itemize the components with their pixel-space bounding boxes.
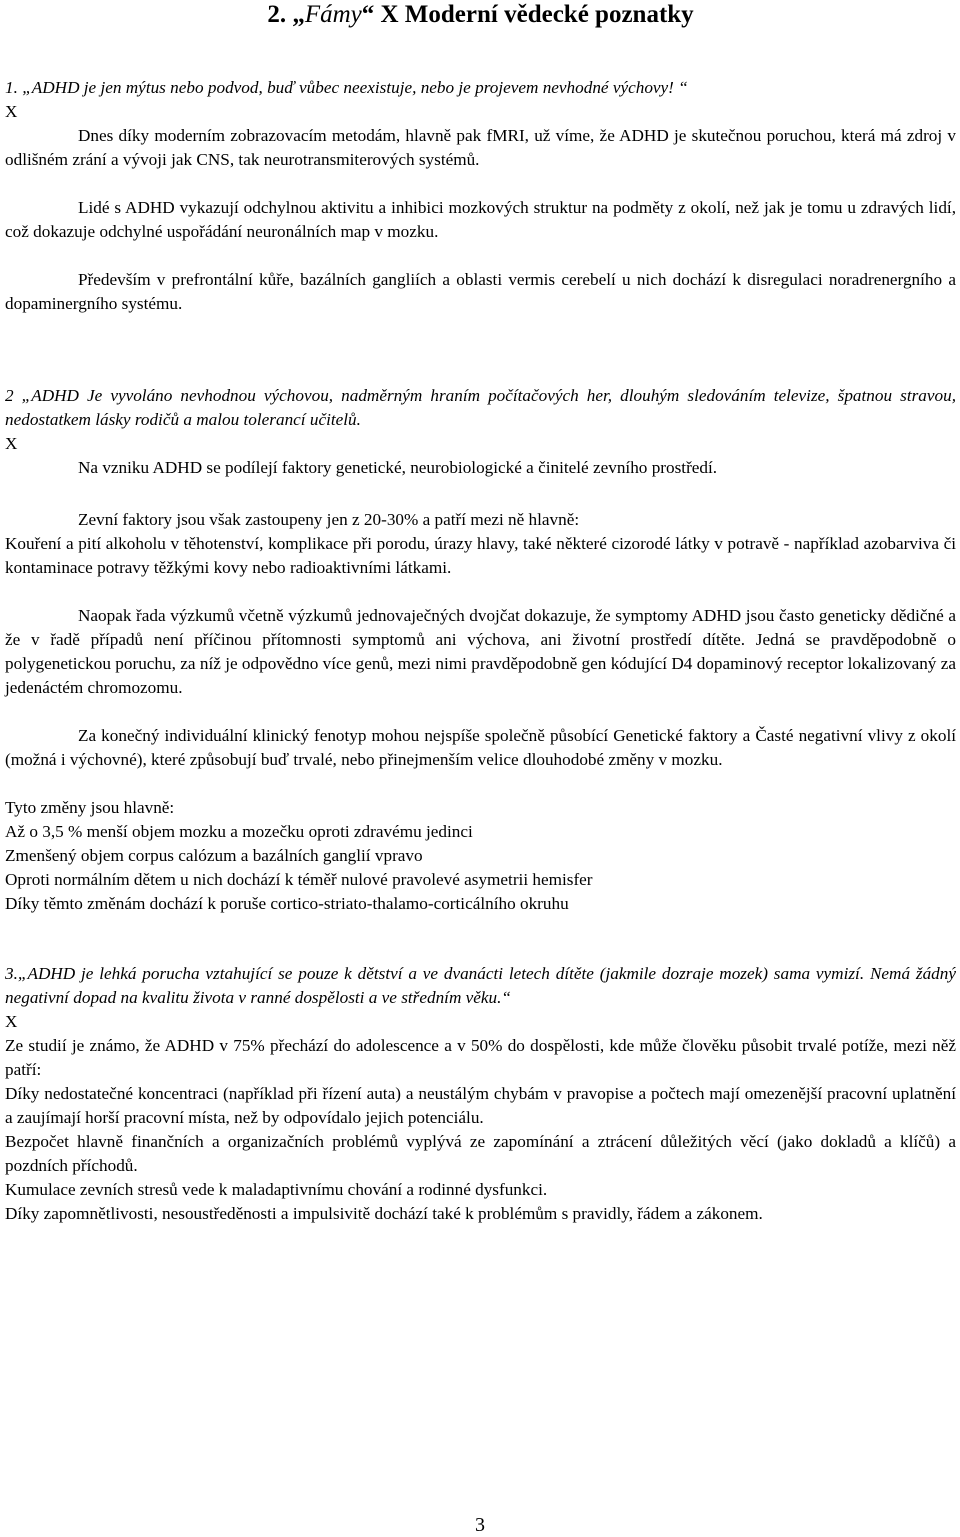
changes-title: Tyto změny jsou hlavně: — [5, 798, 175, 817]
myth-3-x-mark: X — [5, 1012, 18, 1031]
myth-3-line: Díky zapomnětlivosti, nesoustředěnosti a impulsivitě dochází také k problémům s pravidly, řádem a zákonem. — [5, 1204, 763, 1223]
myth-2-question: 2 „ADHD Je vyvoláno nevhodnou výchovou, nadměrným hraním počítačových her, dlouhým sledováním televize, špatnou stravou, nedostatkem lásky rodičů a malou tolerancí učitelů. — [5, 386, 956, 429]
myth-2-external-text: Kouření a pití alkoholu v těhotenství, komplikace při porodu, úrazy hlavy, také některé cizorodé látky v potravě - například azobarviva či kontaminace potravy těžkými kovy nebo radioaktivními látkami. — [5, 534, 956, 577]
myth-1-x-mark: X — [5, 102, 18, 121]
changes-item: Oproti normálním dětem u nich dochází k téměř nulové pravolevé asymetrii hemisfer — [5, 870, 593, 889]
page-title — [5, 0, 956, 30]
myth-3-line: Díky nedostatečné koncentraci (například při řízení auta) a neustálým chybám v pravopise a počtech mají omezenější pracovní uplatnění a zaujímají horší pracovní místa, než by odpovídalo jejich potenciálu. — [5, 1084, 956, 1127]
myth-1-paragraph-2: Lidé s ADHD vykazují odchylnou aktivitu a inhibici mozkových struktur na podměty z okolí, než jak je tomu u zdravých lidí, což dokazuje odchylné uspořádání neuronálních map v mozku. — [5, 198, 956, 241]
myth-2-genetic: Naopak řada výzkumů včetně výzkumů jednovaječných dvojčat dokazuje, že symptomy ADHD jsou často geneticky dědičné a že v řadě případů není příčinou přítomnosti symptomů ani výchova, ani životní prostředí dítěte. Jedná se pravděpodobně o polygenetickou poruchu, za níž je odpovědno více genů, mezi nimi pravděpodobně gen kódující D4 dopaminový receptor lokalizovaný za jedenáctém chromozomu. — [5, 606, 956, 697]
myth-2-x-mark: X — [5, 434, 18, 453]
myth-2-intro: Na vzniku ADHD se podílejí faktory genetické, neurobiologické a činitelé zevního prostředí. — [78, 458, 718, 477]
document-page — [5, 0, 956, 1226]
page-number: 3 — [475, 1514, 485, 1536]
myth-1-question: 1. „ADHD je jen mýtus nebo podvod, buď vůbec neexistuje, nebo je projevem nevhodné výchovy! “ — [5, 78, 688, 97]
changes-item: Díky těmto změnám dochází k poruše cortico-striato-thalamo-corticálního okruhu — [5, 894, 569, 913]
myth-3-question: 3.„ADHD je lehká porucha vztahující se pouze k dětství a ve dvanácti letech dítěte (jakmile dozraje mozek) sama vymizí. Nemá žádný negativní dopad na kvalitu života v ranné dospělosti a ve středním věku.“ — [5, 964, 956, 1007]
title-italic: Fámy — [304, 1, 362, 28]
title-prefix: 2. „ — [267, 1, 305, 28]
myth-1-paragraph-1: Dnes díky moderním zobrazovacím metodám, hlavně pak fMRI, už víme, že ADHD je skutečnou poruchou, která má zdroj v odlišném zrání a vývoji jak CNS, tak neurotransmiterových systémů. — [5, 126, 956, 169]
myth-3-line: Kumulace zevních stresů vede k maladaptivnímu chování a rodinné dysfunkci. — [5, 1180, 548, 1199]
myth-2-external-lead: Zevní faktory jsou však zastoupeny jen z 20-30% a patří mezi ně hlavně: — [78, 510, 580, 529]
myth-3-line: Bezpočet hlavně finančních a organizačních problémů vyplývá ze zapomínání a ztrácení důležitých věcí (jako dokladů a klíčů) a pozdních příchodů. — [5, 1132, 956, 1175]
myth-1-paragraph-3: Především v prefrontální kůře, bazálních gangliích a oblasti vermis cerebelí u nich dochází k disregulaci noradrenergního a dopaminergního systému. — [5, 270, 956, 313]
title-suffix: “ X Moderní vědecké poznatky — [361, 1, 694, 28]
changes-item: Zmenšený objem corpus calózum a bazálních ganglií vpravo — [5, 846, 423, 865]
myth-2-phenotype: Za konečný individuální klinický fenotyp mohou nejspíše společně působící Genetické faktory a Časté negativní vlivy z okolí (možná i výchovné), které způsobují buď trvalé, nebo přinejmenším velice dlouhodobé změny v mozku. — [5, 726, 956, 769]
myth-3-line: Ze studií je známo, že ADHD v 75% přechází do adolescence a v 50% do dospělosti, kde může člověku působit trvalé potíže, mezi něž patří: — [5, 1036, 956, 1079]
changes-item: Až o 3,5 % menší objem mozku a mozečku oproti zdravému jedinci — [5, 822, 473, 841]
